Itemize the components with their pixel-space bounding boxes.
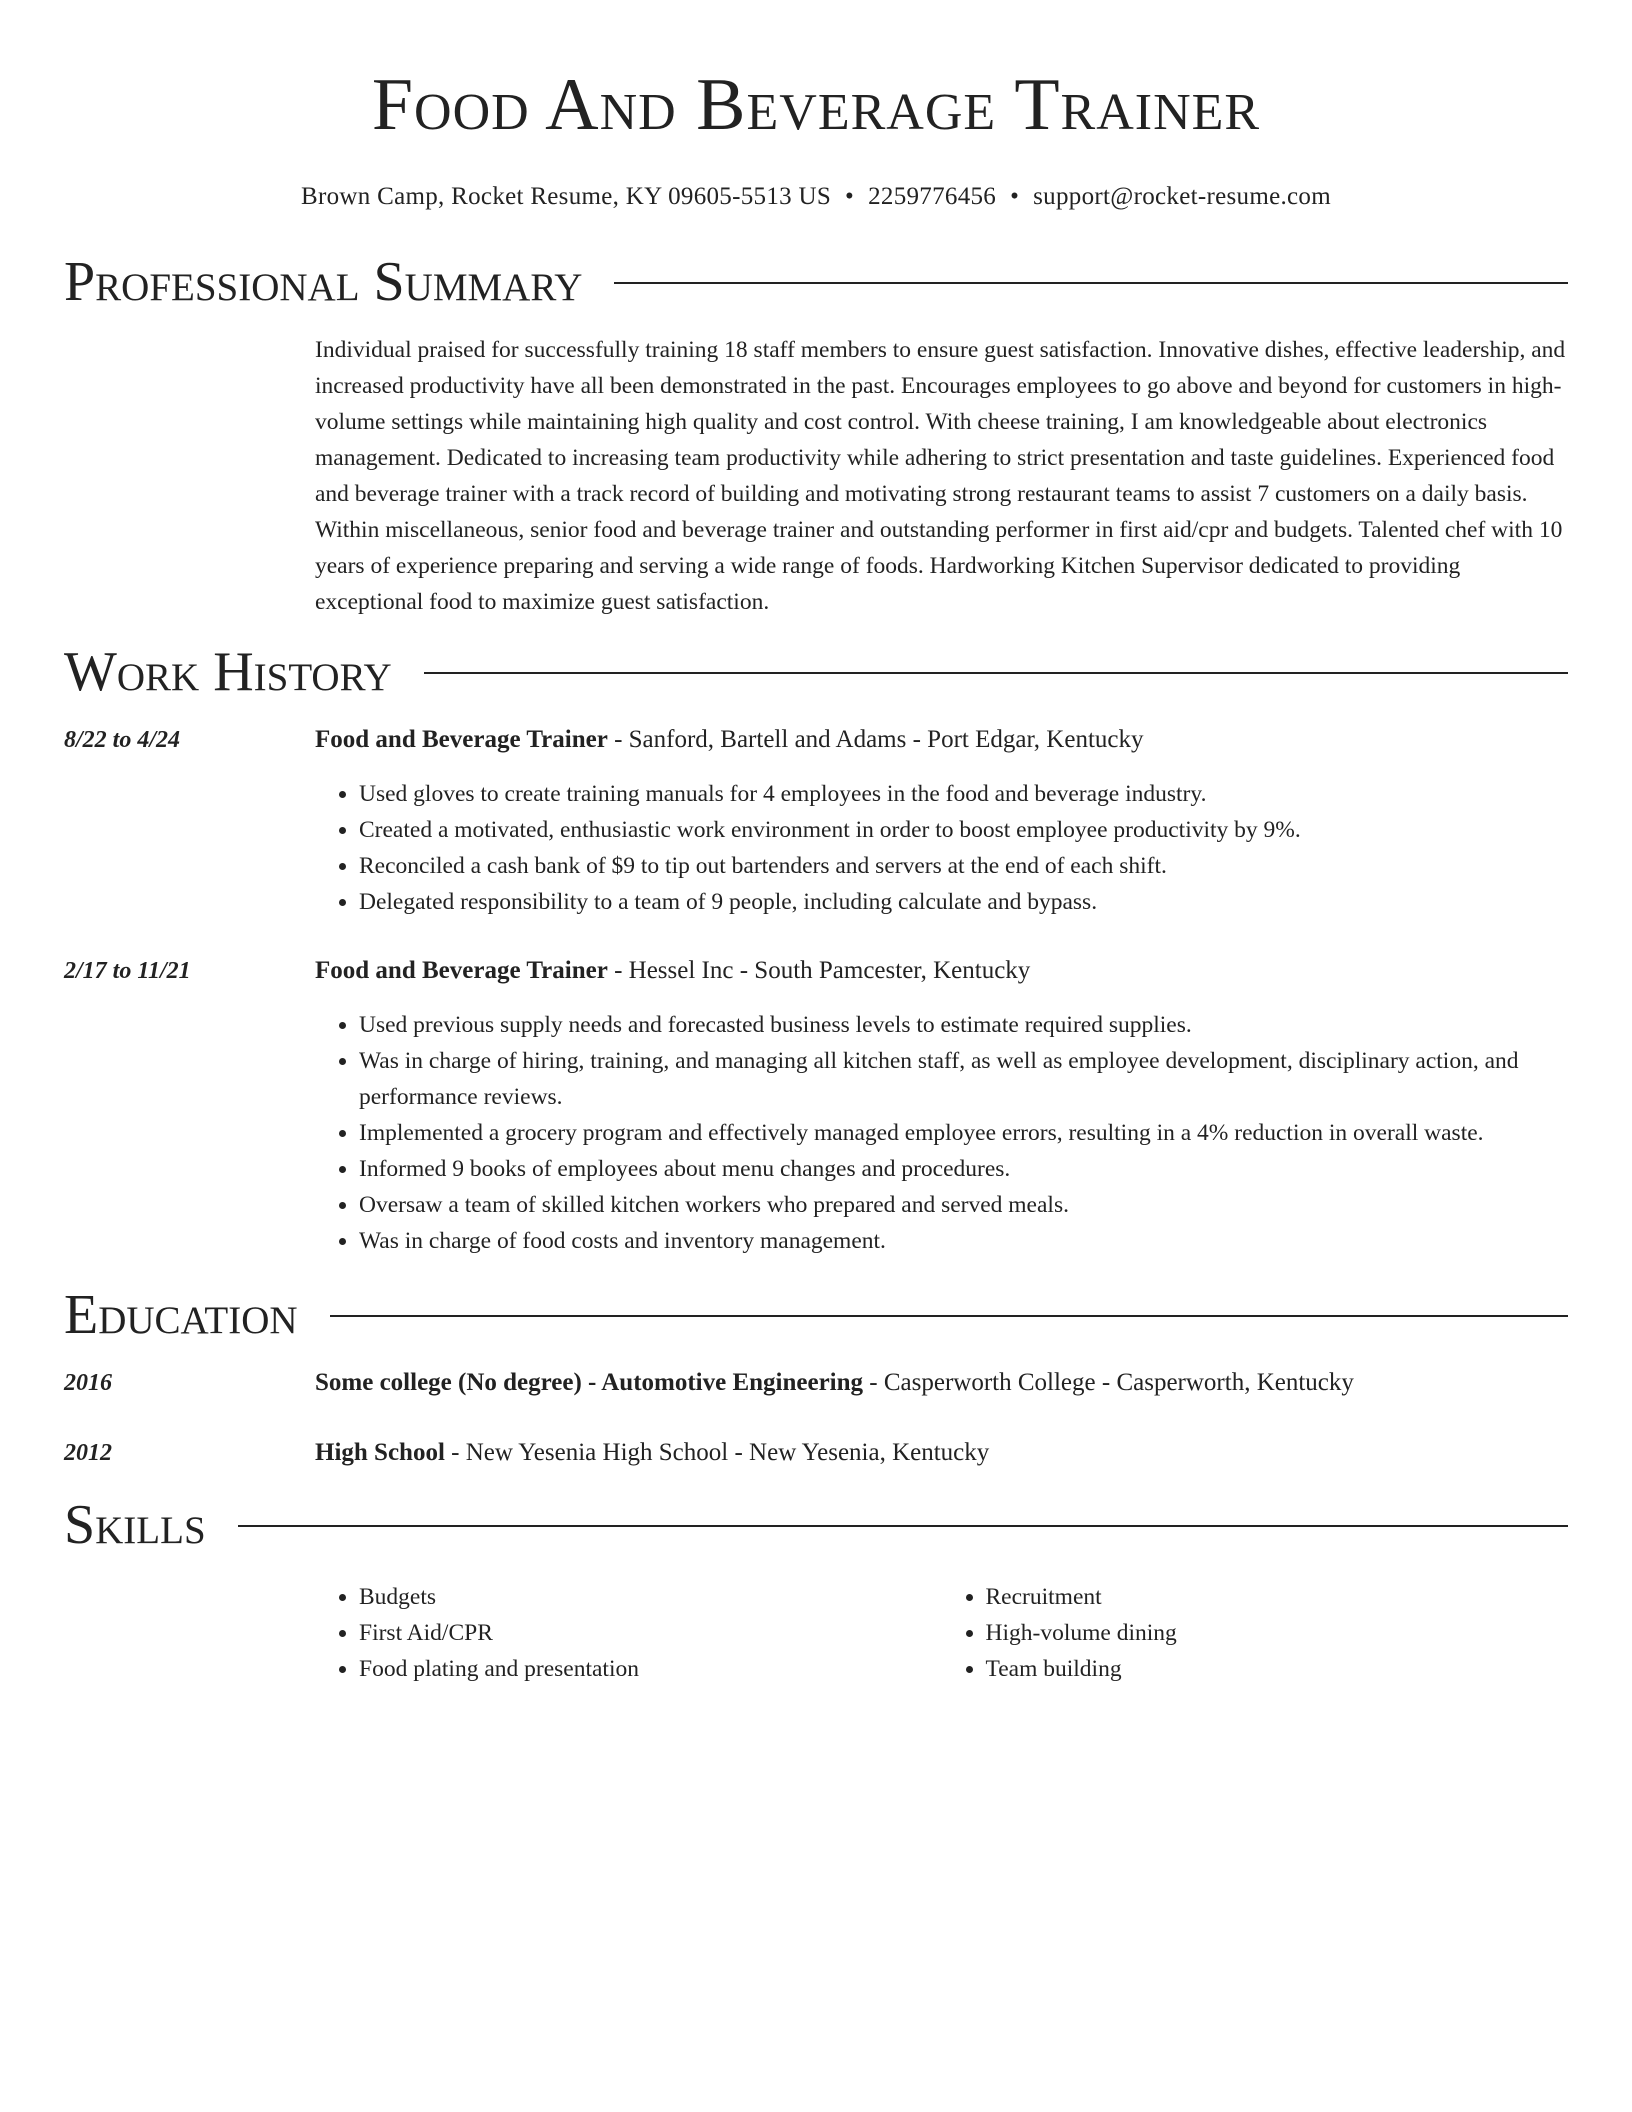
education-section-title: Education bbox=[64, 1284, 298, 1346]
job-role: Food and Beverage Trainer bbox=[315, 957, 608, 984]
education-heading bbox=[315, 1435, 1568, 1471]
job-bullet: • Was in charge of food costs and inventory management. bbox=[359, 1223, 1568, 1259]
job-employer: - Hessel Inc - South Pamcester, Kentucky bbox=[607, 957, 1031, 984]
job-body bbox=[315, 953, 1568, 1259]
skill-item: • First Aid/CPR bbox=[359, 1615, 942, 1651]
skills-column-left bbox=[315, 1579, 942, 1687]
job-bullet: • Used previous supply needs and forecasted business levels to estimate required supplies. bbox=[359, 1007, 1568, 1043]
skill-item: • High-volume dining bbox=[986, 1615, 1569, 1651]
education-entry bbox=[64, 1365, 1568, 1401]
job-employer: - Sanford, Bartell and Adams - Port Edgar, Kentucky bbox=[607, 726, 1144, 753]
job-dates: 2/17 to 11/21 bbox=[64, 958, 191, 984]
job-heading bbox=[315, 953, 1568, 989]
education-heading bbox=[315, 1365, 1568, 1401]
skills-section-header bbox=[64, 1493, 1568, 1557]
skills-column-right bbox=[942, 1579, 1569, 1687]
job-bullet: • Delegated responsibility to a team of 9 people, including calculate and bypass. bbox=[359, 884, 1568, 920]
job-dates: 8/22 to 4/24 bbox=[64, 727, 181, 753]
job-bullet: • Oversaw a team of skilled kitchen workers who prepared and served meals. bbox=[359, 1187, 1568, 1223]
contact-address: Brown Camp, Rocket Resume, KY 09605-5513 US bbox=[301, 183, 832, 210]
job-bullet: • Implemented a grocery program and effectively managed employee errors, resulting in a 4% reduction in overall waste. bbox=[359, 1115, 1568, 1151]
section-divider bbox=[238, 1525, 1568, 1527]
resume-name: Food And Beverage Trainer bbox=[371, 64, 1261, 146]
job-bullet: • Informed 9 books of employees about menu changes and procedures. bbox=[359, 1151, 1568, 1187]
contact-email: support@rocket-resume.com bbox=[1033, 183, 1331, 210]
skills-section-title: Skills bbox=[64, 1494, 206, 1556]
summary-section-title: Professional Summary bbox=[64, 251, 583, 313]
education-section-header bbox=[64, 1283, 1568, 1347]
education-entry bbox=[64, 1435, 1568, 1471]
skill-item: • Budgets bbox=[359, 1579, 942, 1615]
job-bullets bbox=[315, 776, 1568, 920]
summary-text: Individual praised for successfully training 18 staff members to ensure guest satisfaction. Innovative dishes, effective leadership, and increased productivity have all been demonstrated in the past. Encourages employees to go above and beyond for customers in high-volume settings while maintaining high quality and cost control. With cheese training, I am knowledgeable about electronics management. Dedicated to increasing team productivity while adhering to strict presentation and taste guidelines. Experienced food and beverage trainer with a track record of building and motivating strong restaurant teams to assist 7 customers on a daily basis. Within miscellaneous, senior food and beverage trainer and outstanding performer in first aid/cpr and budgets. Talented chef with 10 years of experience preparing and serving a wide range of foods. Hardworking Kitchen Supervisor dedicated to providing exceptional food to maximize guest satisfaction. bbox=[315, 337, 1566, 615]
contact-separator: • bbox=[845, 183, 855, 210]
job-bullet: • Reconciled a cash bank of $9 to tip out bartenders and servers at the end of each shift. bbox=[359, 848, 1568, 884]
job-bullet: • Used gloves to create training manuals for 4 employees in the food and beverage industry. bbox=[359, 776, 1568, 812]
contact-separator: • bbox=[1010, 183, 1020, 210]
job-bullet: • Was in charge of hiring, training, and managing all kitchen staff, as well as employee development, disciplinary action, and performance reviews. bbox=[359, 1043, 1568, 1115]
job-entry bbox=[64, 722, 1568, 920]
work-section-header bbox=[64, 640, 1568, 704]
summary-section-header bbox=[64, 250, 1568, 314]
section-divider bbox=[614, 282, 1568, 284]
work-section-title: Work History bbox=[64, 641, 392, 703]
skill-item: • Food plating and presentation bbox=[359, 1651, 942, 1687]
education-year: 2012 bbox=[64, 1440, 112, 1466]
job-role: Food and Beverage Trainer bbox=[315, 726, 608, 753]
skill-item: • Recruitment bbox=[986, 1579, 1569, 1615]
education-year: 2016 bbox=[64, 1370, 112, 1396]
job-bullet: • Created a motivated, enthusiastic work environment in order to boost employee productivity by 9%. bbox=[359, 812, 1568, 848]
job-heading bbox=[315, 722, 1568, 758]
education-degree: High School bbox=[315, 1439, 445, 1466]
education-degree: Some college (No degree) - Automotive Engineering bbox=[315, 1369, 864, 1396]
skills-list bbox=[315, 1579, 1568, 1687]
education-school: - New Yesenia High School - New Yesenia, Kentucky bbox=[444, 1439, 990, 1466]
job-bullets bbox=[315, 1007, 1568, 1259]
skill-item: • Team building bbox=[986, 1651, 1569, 1687]
contact-phone: 2259776456 bbox=[868, 183, 997, 210]
job-entry bbox=[64, 953, 1568, 1259]
job-body bbox=[315, 722, 1568, 920]
section-divider bbox=[424, 672, 1568, 674]
education-school: - Casperworth College - Casperworth, Kentucky bbox=[863, 1369, 1354, 1396]
section-divider bbox=[330, 1315, 1568, 1317]
contact-line bbox=[64, 182, 1568, 212]
